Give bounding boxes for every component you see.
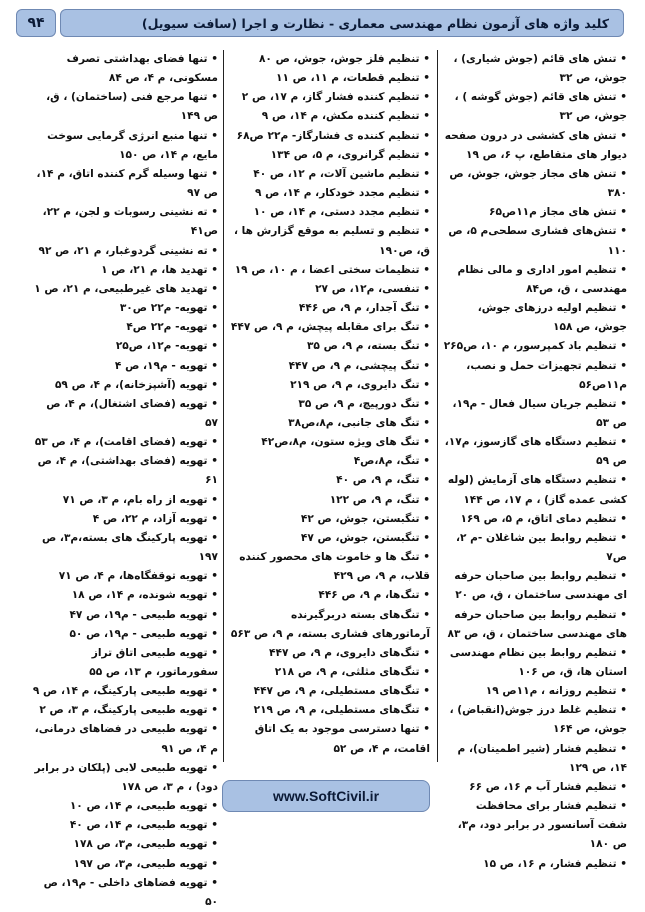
keyword-entry: • تنظیم کننده ی فشارگاز- م۲۲ ص۶۸ [236,129,430,142]
keyword-entry: • تهویه شونده، م ۱۴، ص ۱۸ [71,589,218,602]
keyword-entry: • تنگ برای مقابله پیچش، م ۹، ص ۴۴۷ [230,321,430,334]
header-banner [60,9,624,37]
keyword-entry: • تهویه طبیعی - م۱۹، ص ۵۰ [69,627,218,640]
keyword-entry: • تنگ‌های مستطیلی، م ۹، ص ۲۱۹ [253,704,430,717]
keyword-entry: • تهویه - م۱۹، ص ۴ [114,359,218,372]
keyword-entry: • تنها منبع انرژی گرمایی سوخت مایع، م ۱۴، ص ۱۵۰ [47,129,218,161]
keyword-entry: • تهویه توقفگاه‌ها، م ۴، ص ۷۱ [58,570,218,583]
keyword-entry: • تنها فضای بهداشتی تصرف مسکونی، م ۴، ص ۸۴ [66,53,218,85]
keyword-entry: • تهویه (فضای اشتغال)، م ۴، ص ۵۷ [46,397,218,429]
keyword-entry: • تنگ‌ها، م ۹، ص ۴۴۶ [318,589,430,602]
keyword-entry: • تهویه از راه بام، م ۳، ص ۷۱ [62,493,218,506]
keyword-entry: • تنظیم اولیه درزهای جوش، جوش، ص ۱۵۸ [477,302,627,334]
keyword-entry: • تنگ‌های دایروی، م ۹، ص ۴۴۷ [269,646,430,659]
keyword-entry: • تنظیم روزانه ، م۱۱ص ۱۹ [485,685,627,698]
column-left [30,50,218,908]
keyword-entry: • تهویه طبیعی اتاق تراز سفورماتور، م ۱۳، ص ۵۵ [89,646,218,678]
header-title: کلید واژه های آزمون نظام مهندسی معماری - نظارت و اجرا (سافت سیویل) [141,15,609,31]
keyword-entry: • تنظیم مجدد دستی، م ۱۴، ص ۱۰ [253,206,430,219]
keyword-entry: • تهویه طبیعی - م۱۹، ص ۴۷ [69,608,218,621]
keyword-entry: • تهویه طبیعی پارکینگ، م ۳، ص ۲ [39,704,218,717]
keyword-entry: • تنفسی، م۱۲، ص ۲۷ [315,282,430,295]
keyword-entry: • تهویه- م۲۲ ص۳۰ [119,302,218,315]
keyword-entry: • تهویه پارکینگ های بسته،م۳، ص ۱۹۷ [41,531,218,564]
keyword-entry: • تنظیم امور اداری و مالی نظام مهندسی ، ق، ص۸۴ [457,263,627,295]
keyword-entry: • تنظیم فشار، م ۱۶، ص ۱۵ [483,857,627,870]
keyword-entry: • تنگ پیچشی، م ۹، ص ۴۴۷ [288,359,430,372]
keyword-entry: • تهدید های غیرطبیعی، م ۲۱، ص ۱ [34,282,218,295]
keyword-entry: • تنگ آجدار، م ۹، ص ۴۴۶ [298,302,430,315]
keyword-entry: • تنظیم دستگاه های آزمایش (لوله کشی عمده گاز) ، م ۱۷، ص ۱۴۴ [447,474,627,506]
keyword-entry: • تهویه طبیعی در فضاهای درمانی، م ۴، ص ۹۱ [34,723,218,755]
keyword-entry: • تنش های قائم (جوش گوشه ) ، جوش، ص ۳۲ [454,91,627,123]
keyword-entry: • تنش های کششی در درون صفحه دیوار های متقاطع، پ ۶، ص ۱۹ [444,129,627,161]
keyword-entry: • تهویه طبیعی، م ۱۴، ص ۴۰ [69,819,218,832]
keyword-entry: • تنظیم فشار برای محافظت شفت آسانسور در برابر دود، م۳، ص ۱۸۰ [457,800,627,851]
keyword-entry: • تنظیم روابط بین نظام مهندسی استان ها، ق، ص ۱۰۶ [449,646,627,678]
footer-banner[interactable] [222,780,430,812]
column-right [443,50,627,870]
keyword-entry: • تهویه- م۱۲، ص۲۵ [115,340,218,353]
keyword-entry: • تهویه طبیعی، م۳، ص ۱۹۷ [73,857,218,870]
keyword-entry: • تنگ های جانبی، م۸،ص۳۸ [288,416,430,429]
keyword-entry: • تنظیم قطعات، م ۱۱، ص ۱۱ [276,72,430,85]
keyword-entry: • تنگ، م۸،ص۴ [353,455,430,468]
keyword-entry: • تنش‌های فشاری سطحی‌م ۵، ص ۱۱۰ [448,225,627,257]
keyword-entry: • تنگ دایروی، م ۹، ص ۲۱۹ [290,378,430,391]
keyword-entry: • تنظیم کننده مکش، م ۱۴، ص ۹ [261,110,430,123]
keyword-entry: • تنظیم روابط بین شاغلان -م ۲، ص۷ [455,531,627,564]
keyword-entry: • تنظیم غلط درز جوش(انقباض) ، جوش، ص ۱۶۴ [449,704,627,736]
keyword-entry: • تنظیم کننده فشار گاز، م ۱۷، ص ۲ [241,91,430,104]
keyword-entry: • تنگ دورپیچ، م ۹، ص ۳۵ [298,397,430,410]
keyword-entry: • تهویه طبیعی لابی (پلکان در برابر دود) ، م ۳، ص ۱۷۸ [34,761,218,793]
keyword-entry: • تنش های مجاز جوش، جوش، ص ۳۸۰ [449,167,627,200]
keyword-entry: • تنگ‌های مثلثی، م ۹، ص ۲۱۸ [274,666,430,678]
keyword-entry: • تهویه (آشپزخانه)، م ۴، ص ۵۹ [54,378,218,391]
keyword-entry: • ته نشینی رسوبات و لجن، م ۲۲، ص۴۱ [42,206,218,238]
keyword-entry: • تنظیم روابط بین صاحبان حرفه ای مهندسی ساختمان ، ق، ص ۲۰ [454,570,627,602]
keyword-entry: • تنگ های ویژه ستون، م۸،ص۴۲ [261,436,430,449]
keyword-entry: • تنظیم فشار آب م ۱۶، ص ۶۶ [469,780,627,793]
keyword-entry: • تهویه طبیعی، م۳، ص ۱۷۸ [73,838,218,851]
keyword-entry: • تهویه آزاد، م ۲۲، ص ۴ [92,512,218,525]
keyword-entry: • تهویه- م۲۲ ص۴ [126,321,218,334]
keyword-entry: • ته نشینی گردوغبار، م ۲۱، ص ۹۲ [38,244,218,257]
column-middle [230,50,430,762]
keyword-entry: • تنگ‌های مستطیلی، م ۹، ص ۴۴۷ [253,685,430,698]
keyword-entry: • تنگ، م ۹، ص ۱۲۲ [329,493,430,506]
keyword-entry: • تنش های قائم (جوش شیاری) ، جوش، ص ۳۲ [453,53,627,85]
column-divider-right [437,50,438,762]
keyword-entry: • تنها مرجع فنی (ساختمان) ، ق، ص ۱۴۹ [46,91,218,123]
keyword-entry: • تنظیم جریان سیال فعال - م۱۹، ص ۵۳ [452,397,627,429]
keyword-entry: • تنها دسترسی موجود به یک اتاق اقامت، م ۴، ص ۵۲ [254,723,430,755]
page-number-badge [16,9,56,37]
page-number: ۹۴ [27,15,45,31]
keyword-entry: • تنظیم فشار (شیر اطمینان)، م ۱۴، ص ۱۲۹ [457,742,627,774]
keyword-entry: • تهویه (فضای بهداشتی)، م ۴، ص ۶۱ [37,455,218,487]
keyword-entry: • تنظیم باد کمپرسور، م ۱۰، ص۲۶۵ [443,340,627,353]
keyword-entry: • تنظیمات سختی اعضا ، م ۱۰، ص ۱۹ [234,263,430,276]
column-divider-left [223,50,224,762]
keyword-entry: • تنظیم فلز جوش، جوش، ص ۸۰ [258,53,430,65]
keyword-entry: • تنگ بسته، م ۹، ص ۳۵ [306,340,430,353]
keyword-entry: • تنظیم مجدد خودکار، م ۱۴، ص ۹ [254,187,430,200]
keyword-entry: • تنگبستن، جوش، ص ۴۷ [300,531,430,544]
keyword-entry: • تنظیم و تسلیم به موقع گزارش ها ، ق، ص۱۹۰ [233,225,430,257]
keyword-entry: • تنگبستن، جوش، ص ۴۲ [300,512,430,525]
keyword-entry: • تنگ ها و خاموت های محصور کننده قلاب، م ۹، ص ۴۲۹ [239,551,430,583]
keyword-entry: • تنظیم گرانروی، م ۵، ص ۱۳۴ [270,148,430,161]
keyword-entry: • تنظیم ماشین آلات، م ۱۲، ص ۴۰ [253,167,430,180]
keyword-entry: • تنظیم دمای اتاق، م ۵، ص ۱۶۹ [460,512,627,525]
keyword-entry: • تهدید ها، م ۲۱، ص ۱ [101,263,218,276]
keyword-entry: • تنها وسیله گرم کننده اتاق، م ۱۴، ص ۹۷ [36,167,218,200]
keyword-entry: • تهویه طبیعی پارکینگ، م ۱۴، ص ۹ [32,685,218,698]
keyword-entry: • تنگ‌های بسته دربرگیرنده آرماتورهای فشاری بسته، م ۹، ص ۵۶۳ [230,608,430,640]
keyword-entry: • تهویه طبیعی، م ۱۴، ص ۱۰ [69,800,218,813]
keyword-entry: • تنظیم تجهیزات حمل و نصب، م۱۱ص۵۶ [466,359,627,391]
keyword-entry: • تهویه فضاهای داخلی - م۱۹، ص ۵۰ [43,876,218,908]
keyword-entry: • تنظیم دستگاه های گازسوز، م۱۷، ص ۵۹ [444,436,627,468]
keyword-entry: • تنش های مجاز م۱۱ص۶۵ [488,206,627,219]
keyword-entry: • تنگ، م ۹، ص ۴۰ [336,474,430,487]
keyword-entry: • تهویه (فضای اقامت)، م ۴، ص ۵۳ [34,436,218,449]
website-link[interactable]: www.SoftCivil.ir [272,788,380,804]
keyword-entry: • تنظیم روابط بین صاحبان حرفه های مهندسی ساختمان ، ق، ص ۸۳ [447,608,627,640]
